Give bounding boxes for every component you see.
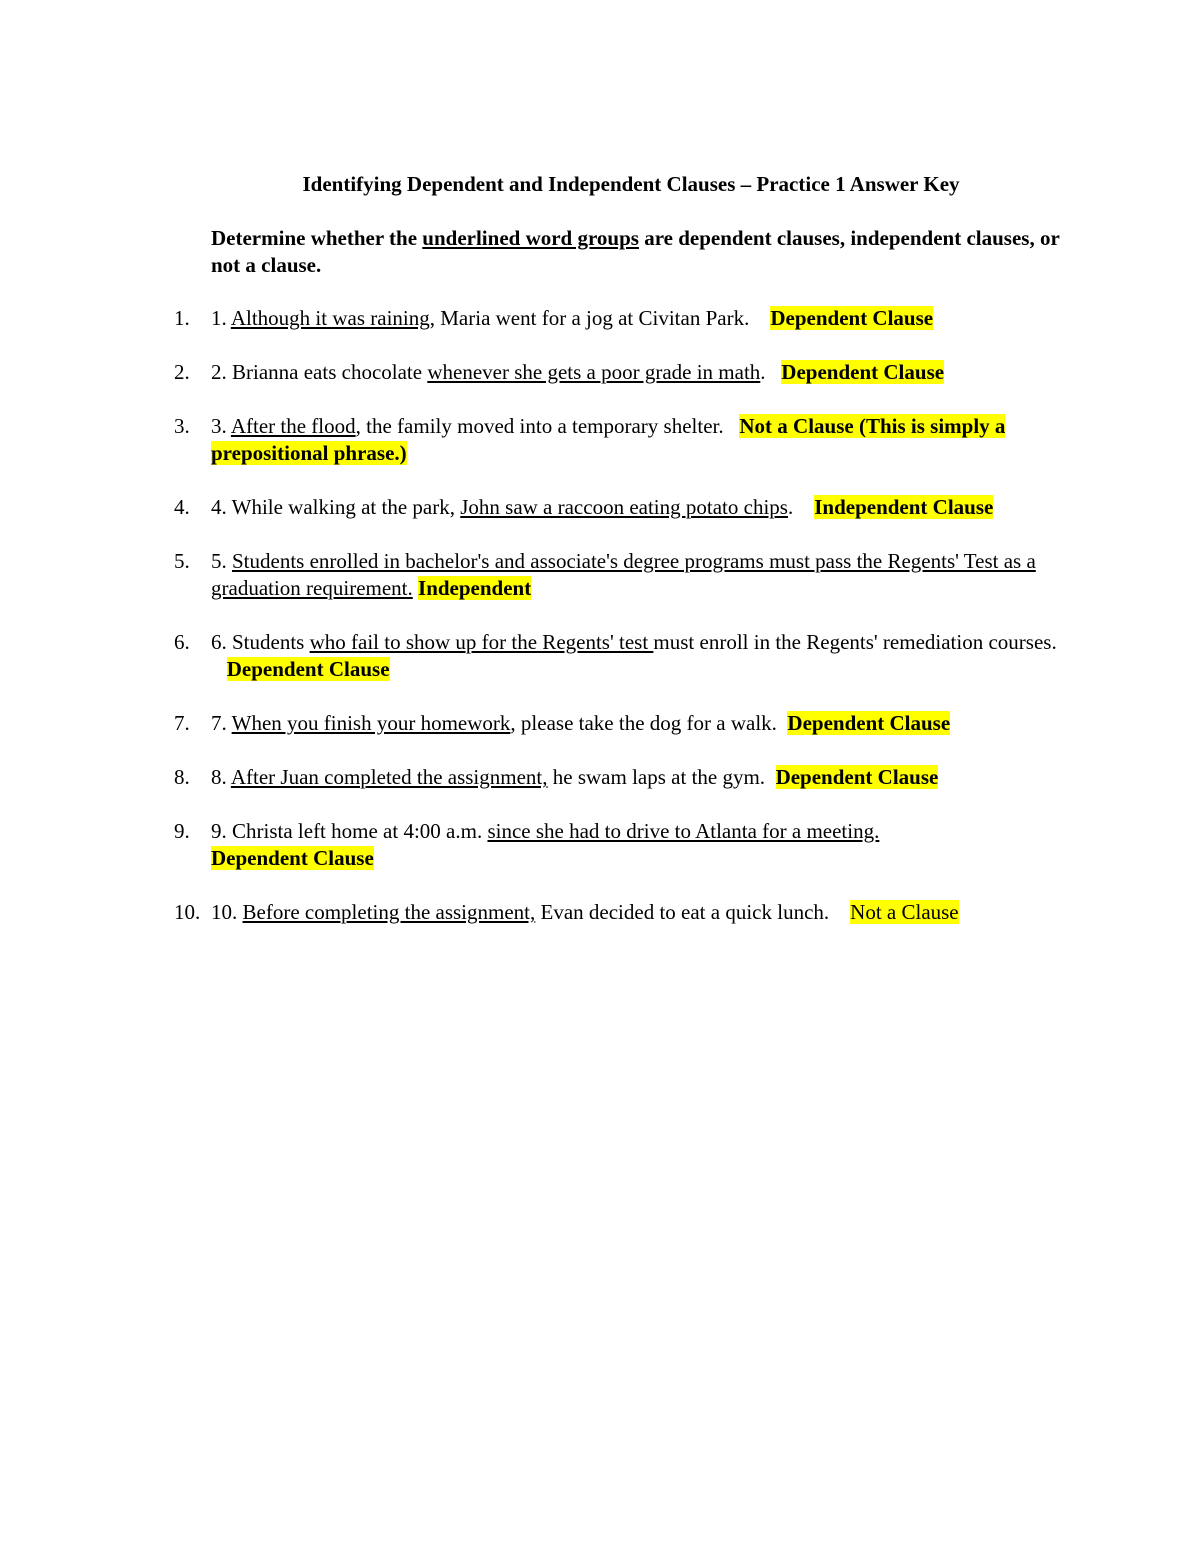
item-spacer: [777, 711, 788, 735]
item-number: 5.: [174, 549, 190, 573]
list-item: [0, 359, 1200, 386]
item-number: 2.: [174, 360, 190, 384]
item-number: 7.: [174, 711, 190, 735]
item-prefix: 9. Christa left home at 4:00 a.m.: [211, 819, 488, 843]
item-underlined: Before completing the assignment,: [242, 900, 536, 924]
item-prefix: 3.: [211, 414, 231, 438]
item-text: [211, 359, 1071, 386]
item-underlined: John saw a raccoon eating potato chips: [460, 495, 788, 519]
item-number: 3.: [174, 414, 190, 438]
item-prefix: 2. Brianna eats chocolate: [211, 360, 428, 384]
item-number: 6.: [174, 630, 190, 654]
item-answer: Independent Clause: [814, 495, 994, 519]
item-text: [211, 818, 1071, 872]
item-answer: Independent: [418, 576, 532, 600]
item-rest: .: [760, 360, 766, 384]
item-underlined: When you finish your homework: [231, 711, 511, 735]
item-answer: Not a Clause (This is simply a prepositional phrase.): [211, 414, 1006, 465]
item-underlined: Although it was raining: [230, 306, 430, 330]
item-prefix: 4. While walking at the park,: [211, 495, 461, 519]
list-item: [0, 548, 1200, 602]
item-prefix: 8.: [211, 765, 231, 789]
list-item: [0, 629, 1200, 683]
item-rest: , Maria went for a jog at Civitan Park.: [429, 306, 750, 330]
item-underlined: who fail to show up for the Regents' test: [309, 630, 654, 654]
item-rest: .: [787, 495, 794, 519]
item-text: [211, 413, 1071, 467]
list-item: [0, 764, 1200, 791]
item-prefix: 7.: [211, 711, 232, 735]
list-item: [0, 899, 1200, 926]
item-text: [211, 764, 1071, 791]
page-title: Identifying Dependent and Independent Clauses – Practice 1 Answer Key: [302, 172, 960, 196]
item-text: [211, 899, 1071, 926]
item-prefix: 6. Students: [211, 630, 310, 654]
item-rest: , the family moved into a temporary shelter.: [355, 414, 724, 438]
item-prefix: 10.: [211, 900, 243, 924]
instructions-underlined: underlined word groups: [422, 226, 639, 250]
list-item: [0, 818, 1200, 872]
list-item: [0, 413, 1200, 467]
item-text: [211, 629, 1071, 683]
instructions-post: are dependent clauses, independent clauses, or not a clause.: [211, 226, 1060, 277]
item-number: 4.: [174, 495, 190, 519]
item-spacer: [793, 495, 814, 519]
instructions-pre: Determine whether the: [211, 226, 423, 250]
item-underlined: since she had to drive to Atlanta for a meeting.: [487, 819, 880, 843]
list-item: [0, 494, 1200, 521]
item-rest: , please take the dog for a walk.: [510, 711, 777, 735]
item-spacer: [766, 360, 782, 384]
item-spacer: [749, 306, 770, 330]
item-rest: he swam laps at the gym.: [547, 765, 766, 789]
item-underlined: Students enrolled in bachelor's and associate's degree programs must pass the Regents' Test as a graduation requirement.: [211, 549, 1036, 600]
item-text: [211, 710, 1071, 737]
item-number: 8.: [174, 765, 190, 789]
item-spacer: [829, 900, 850, 924]
item-prefix: 5.: [211, 549, 232, 573]
list-item: [0, 710, 1200, 737]
item-text: [211, 494, 1071, 521]
item-spacer: [765, 765, 776, 789]
item-text: [211, 305, 1071, 332]
item-number: 9.: [174, 819, 190, 843]
item-rest: Evan decided to eat a quick lunch.: [535, 900, 830, 924]
item-spacer: [724, 414, 740, 438]
item-prefix: 1.: [211, 306, 231, 330]
instructions: [211, 225, 1071, 279]
item-answer: Dependent Clause: [226, 657, 390, 681]
item-answer: Dependent Clause: [781, 360, 945, 384]
item-answer: Dependent Clause: [211, 846, 374, 870]
item-answer: Dependent Clause: [770, 306, 934, 330]
item-answer: Dependent Clause: [787, 711, 951, 735]
item-underlined: whenever she gets a poor grade in math: [427, 360, 761, 384]
item-number: 1.: [174, 306, 190, 330]
item-answer: Dependent Clause: [775, 765, 939, 789]
item-text: [211, 548, 1071, 602]
item-rest: must enroll in the Regents' remediation courses.: [653, 630, 1057, 654]
list-item: [0, 305, 1200, 332]
answer-list: [0, 305, 1200, 953]
item-spacer: [211, 657, 227, 681]
item-answer: Not a Clause: [850, 900, 959, 924]
item-underlined: After Juan completed the assignment,: [230, 765, 548, 789]
item-number: 10.: [174, 900, 201, 924]
item-underlined: After the flood: [230, 414, 356, 438]
